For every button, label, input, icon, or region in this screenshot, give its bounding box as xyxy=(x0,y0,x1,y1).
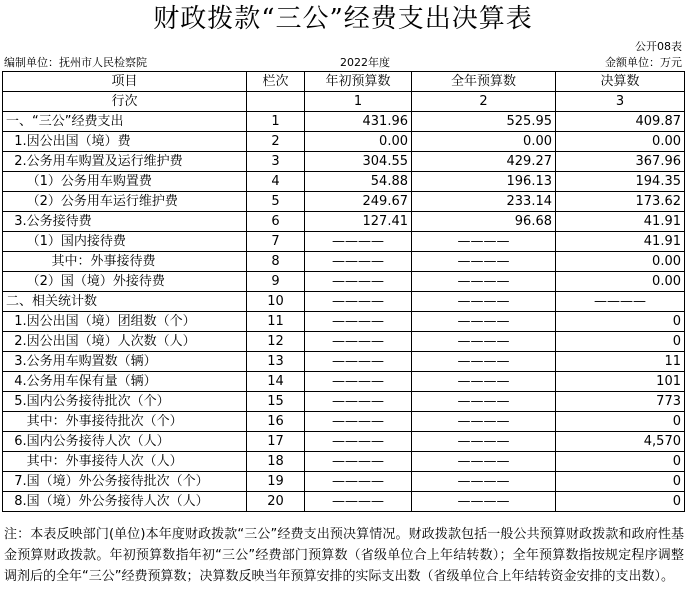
table-row xyxy=(3,152,685,172)
row-initial-budget-cell: ———— xyxy=(305,492,412,512)
row-column-no-cell: 12 xyxy=(247,332,305,352)
row-final-accounts-cell: 194.35 xyxy=(556,172,685,192)
row-column-no-cell: 17 xyxy=(247,432,305,452)
index-cell xyxy=(247,92,305,112)
table-row xyxy=(3,392,685,412)
row-column-no-cell: 16 xyxy=(247,412,305,432)
row-annual-budget-cell: ———— xyxy=(412,272,556,292)
row-annual-budget-cell: ———— xyxy=(412,432,556,452)
form-number: 公开08表 xyxy=(635,40,682,53)
row-annual-budget-cell: 233.14 xyxy=(412,192,556,212)
row-annual-budget-cell: ———— xyxy=(412,352,556,372)
row-final-accounts-cell: 173.62 xyxy=(556,192,685,212)
row-final-accounts-cell: 41.91 xyxy=(556,212,685,232)
row-column-no-cell: 18 xyxy=(247,452,305,472)
row-item-cell: 一、“三公”经费支出 xyxy=(3,112,247,132)
row-final-accounts-cell: 0 xyxy=(556,412,685,432)
row-item-cell: 3.公务接待费 xyxy=(3,212,247,232)
table-row xyxy=(3,232,685,252)
row-final-accounts-cell: 0 xyxy=(556,492,685,512)
row-column-no-cell: 5 xyxy=(247,192,305,212)
row-item-cell: 8.国（境）外公务接待人次（人） xyxy=(3,492,247,512)
row-initial-budget-cell: 249.67 xyxy=(305,192,412,212)
row-initial-budget-cell: 127.41 xyxy=(305,212,412,232)
index-cell: 行次 xyxy=(3,92,247,112)
row-final-accounts-cell: 101 xyxy=(556,372,685,392)
table-row xyxy=(3,172,685,192)
table-row xyxy=(3,452,685,472)
table-body xyxy=(3,72,685,512)
row-initial-budget-cell: ———— xyxy=(305,412,412,432)
footnote: 注：本表反映部门(单位)本年度财政拨款“三公”经费支出预决算情况。财政拨款包括一般公共预算财政拨款和政府性基金预算财政拨款。年初预算数指年初“三公”经费部门预算数（省级单位合上年结转数）；全年预算数指按规定程序调整调剂后的全年“三公”经费预算数；决算数反映当年预算安排的实际支出数（省级单位合上年结转资金安排的支出数）。 xyxy=(4,527,684,584)
row-item-cell: 其中：外事接待人次（人） xyxy=(3,452,247,472)
row-column-no-cell: 3 xyxy=(247,152,305,172)
header-cell-final-accounts: 决算数 xyxy=(556,72,685,92)
row-item-cell: 其中：外事接待批次（个） xyxy=(3,412,247,432)
row-initial-budget-cell: ———— xyxy=(305,452,412,472)
table-row xyxy=(3,292,685,312)
table-row xyxy=(3,112,685,132)
row-column-no-cell: 9 xyxy=(247,272,305,292)
row-item-cell: （2）公务用车运行维护费 xyxy=(3,192,247,212)
row-initial-budget-cell: 304.55 xyxy=(305,152,412,172)
row-item-cell: 1.因公出国（境）团组数（个） xyxy=(3,312,247,332)
row-initial-budget-cell: ———— xyxy=(305,472,412,492)
page-title: 财政拨款“三公”经费支出决算表 xyxy=(153,4,533,34)
row-initial-budget-cell: ———— xyxy=(305,292,412,312)
table-row xyxy=(3,252,685,272)
row-final-accounts-cell: ———— xyxy=(556,292,685,312)
row-column-no-cell: 2 xyxy=(247,132,305,152)
row-final-accounts-cell: 41.91 xyxy=(556,232,685,252)
row-initial-budget-cell: ———— xyxy=(305,252,412,272)
row-initial-budget-cell: 431.96 xyxy=(305,112,412,132)
row-final-accounts-cell: 0 xyxy=(556,312,685,332)
row-item-cell: 6.国内公务接待人次（人） xyxy=(3,432,247,452)
row-item-cell: 7.国（境）外公务接待批次（个） xyxy=(3,472,247,492)
table-row xyxy=(3,352,685,372)
table-row xyxy=(3,432,685,452)
row-final-accounts-cell: 367.96 xyxy=(556,152,685,172)
index-cell: 3 xyxy=(556,92,685,112)
row-final-accounts-cell: 0 xyxy=(556,472,685,492)
row-annual-budget-cell: ———— xyxy=(412,492,556,512)
row-annual-budget-cell: 196.13 xyxy=(412,172,556,192)
row-final-accounts-cell: 0.00 xyxy=(556,272,685,292)
row-initial-budget-cell: 54.88 xyxy=(305,172,412,192)
row-annual-budget-cell: ———— xyxy=(412,412,556,432)
row-annual-budget-cell: ———— xyxy=(412,452,556,472)
table-row xyxy=(3,412,685,432)
header-cell-item: 项目 xyxy=(3,72,247,92)
row-item-cell: 1.因公出国（境）费 xyxy=(3,132,247,152)
row-item-cell: 2.公务用车购置及运行维护费 xyxy=(3,152,247,172)
table-row xyxy=(3,312,685,332)
row-column-no-cell: 10 xyxy=(247,292,305,312)
row-item-cell: 5.国内公务接待批次（个） xyxy=(3,392,247,412)
row-column-no-cell: 6 xyxy=(247,212,305,232)
row-item-cell: 4.公务用车保有量（辆） xyxy=(3,372,247,392)
row-initial-budget-cell: ———— xyxy=(305,272,412,292)
row-annual-budget-cell: 0.00 xyxy=(412,132,556,152)
expenditure-table xyxy=(2,71,685,512)
amount-unit: 金额单位：万元 xyxy=(605,56,682,69)
header-row xyxy=(3,72,685,92)
row-annual-budget-cell: 429.27 xyxy=(412,152,556,172)
row-item-cell: （2）国（境）外接待费 xyxy=(3,272,247,292)
row-initial-budget-cell: ———— xyxy=(305,432,412,452)
row-annual-budget-cell: ———— xyxy=(412,372,556,392)
header-cell-column-no: 栏次 xyxy=(247,72,305,92)
table-row xyxy=(3,492,685,512)
index-cell: 1 xyxy=(305,92,412,112)
row-final-accounts-cell: 0.00 xyxy=(556,132,685,152)
compiling-unit: 编制单位：抚州市人民检察院 xyxy=(4,56,147,69)
row-item-cell: 3.公务用车购置数（辆） xyxy=(3,352,247,372)
row-annual-budget-cell: ———— xyxy=(412,332,556,352)
row-annual-budget-cell: ———— xyxy=(412,232,556,252)
table-row xyxy=(3,272,685,292)
row-initial-budget-cell: 0.00 xyxy=(305,132,412,152)
row-item-cell: （1）公务用车购置费 xyxy=(3,172,247,192)
row-initial-budget-cell: ———— xyxy=(305,332,412,352)
table-row xyxy=(3,372,685,392)
row-column-no-cell: 15 xyxy=(247,392,305,412)
row-column-no-cell: 19 xyxy=(247,472,305,492)
row-annual-budget-cell: ———— xyxy=(412,312,556,332)
row-annual-budget-cell: ———— xyxy=(412,292,556,312)
row-column-no-cell: 8 xyxy=(247,252,305,272)
row-column-no-cell: 1 xyxy=(247,112,305,132)
row-final-accounts-cell: 0 xyxy=(556,452,685,472)
row-annual-budget-cell: ———— xyxy=(412,392,556,412)
row-final-accounts-cell: 4,570 xyxy=(556,432,685,452)
header-cell-annual-budget: 全年预算数 xyxy=(412,72,556,92)
header-cell-initial-budget: 年初预算数 xyxy=(305,72,412,92)
row-initial-budget-cell: ———— xyxy=(305,352,412,372)
table-row xyxy=(3,212,685,232)
row-initial-budget-cell: ———— xyxy=(305,372,412,392)
row-final-accounts-cell: 11 xyxy=(556,352,685,372)
table-row xyxy=(3,132,685,152)
row-initial-budget-cell: ———— xyxy=(305,232,412,252)
table-row xyxy=(3,472,685,492)
row-initial-budget-cell: ———— xyxy=(305,392,412,412)
row-item-cell: （1）国内接待费 xyxy=(3,232,247,252)
index-row xyxy=(3,92,685,112)
row-annual-budget-cell: 96.68 xyxy=(412,212,556,232)
row-annual-budget-cell: ———— xyxy=(412,472,556,492)
row-final-accounts-cell: 409.87 xyxy=(556,112,685,132)
row-final-accounts-cell: 0 xyxy=(556,332,685,352)
row-annual-budget-cell: ———— xyxy=(412,252,556,272)
row-column-no-cell: 14 xyxy=(247,372,305,392)
fiscal-year: 2022年度 xyxy=(340,56,390,69)
row-column-no-cell: 20 xyxy=(247,492,305,512)
index-cell: 2 xyxy=(412,92,556,112)
row-item-cell: 其中：外事接待费 xyxy=(3,252,247,272)
table-row xyxy=(3,332,685,352)
row-column-no-cell: 11 xyxy=(247,312,305,332)
row-column-no-cell: 7 xyxy=(247,232,305,252)
row-column-no-cell: 13 xyxy=(247,352,305,372)
row-initial-budget-cell: ———— xyxy=(305,312,412,332)
row-final-accounts-cell: 773 xyxy=(556,392,685,412)
table-row xyxy=(3,192,685,212)
row-final-accounts-cell: 0.00 xyxy=(556,252,685,272)
row-annual-budget-cell: 525.95 xyxy=(412,112,556,132)
row-item-cell: 二、相关统计数 xyxy=(3,292,247,312)
row-item-cell: 2.因公出国（境）人次数（人） xyxy=(3,332,247,352)
row-column-no-cell: 4 xyxy=(247,172,305,192)
